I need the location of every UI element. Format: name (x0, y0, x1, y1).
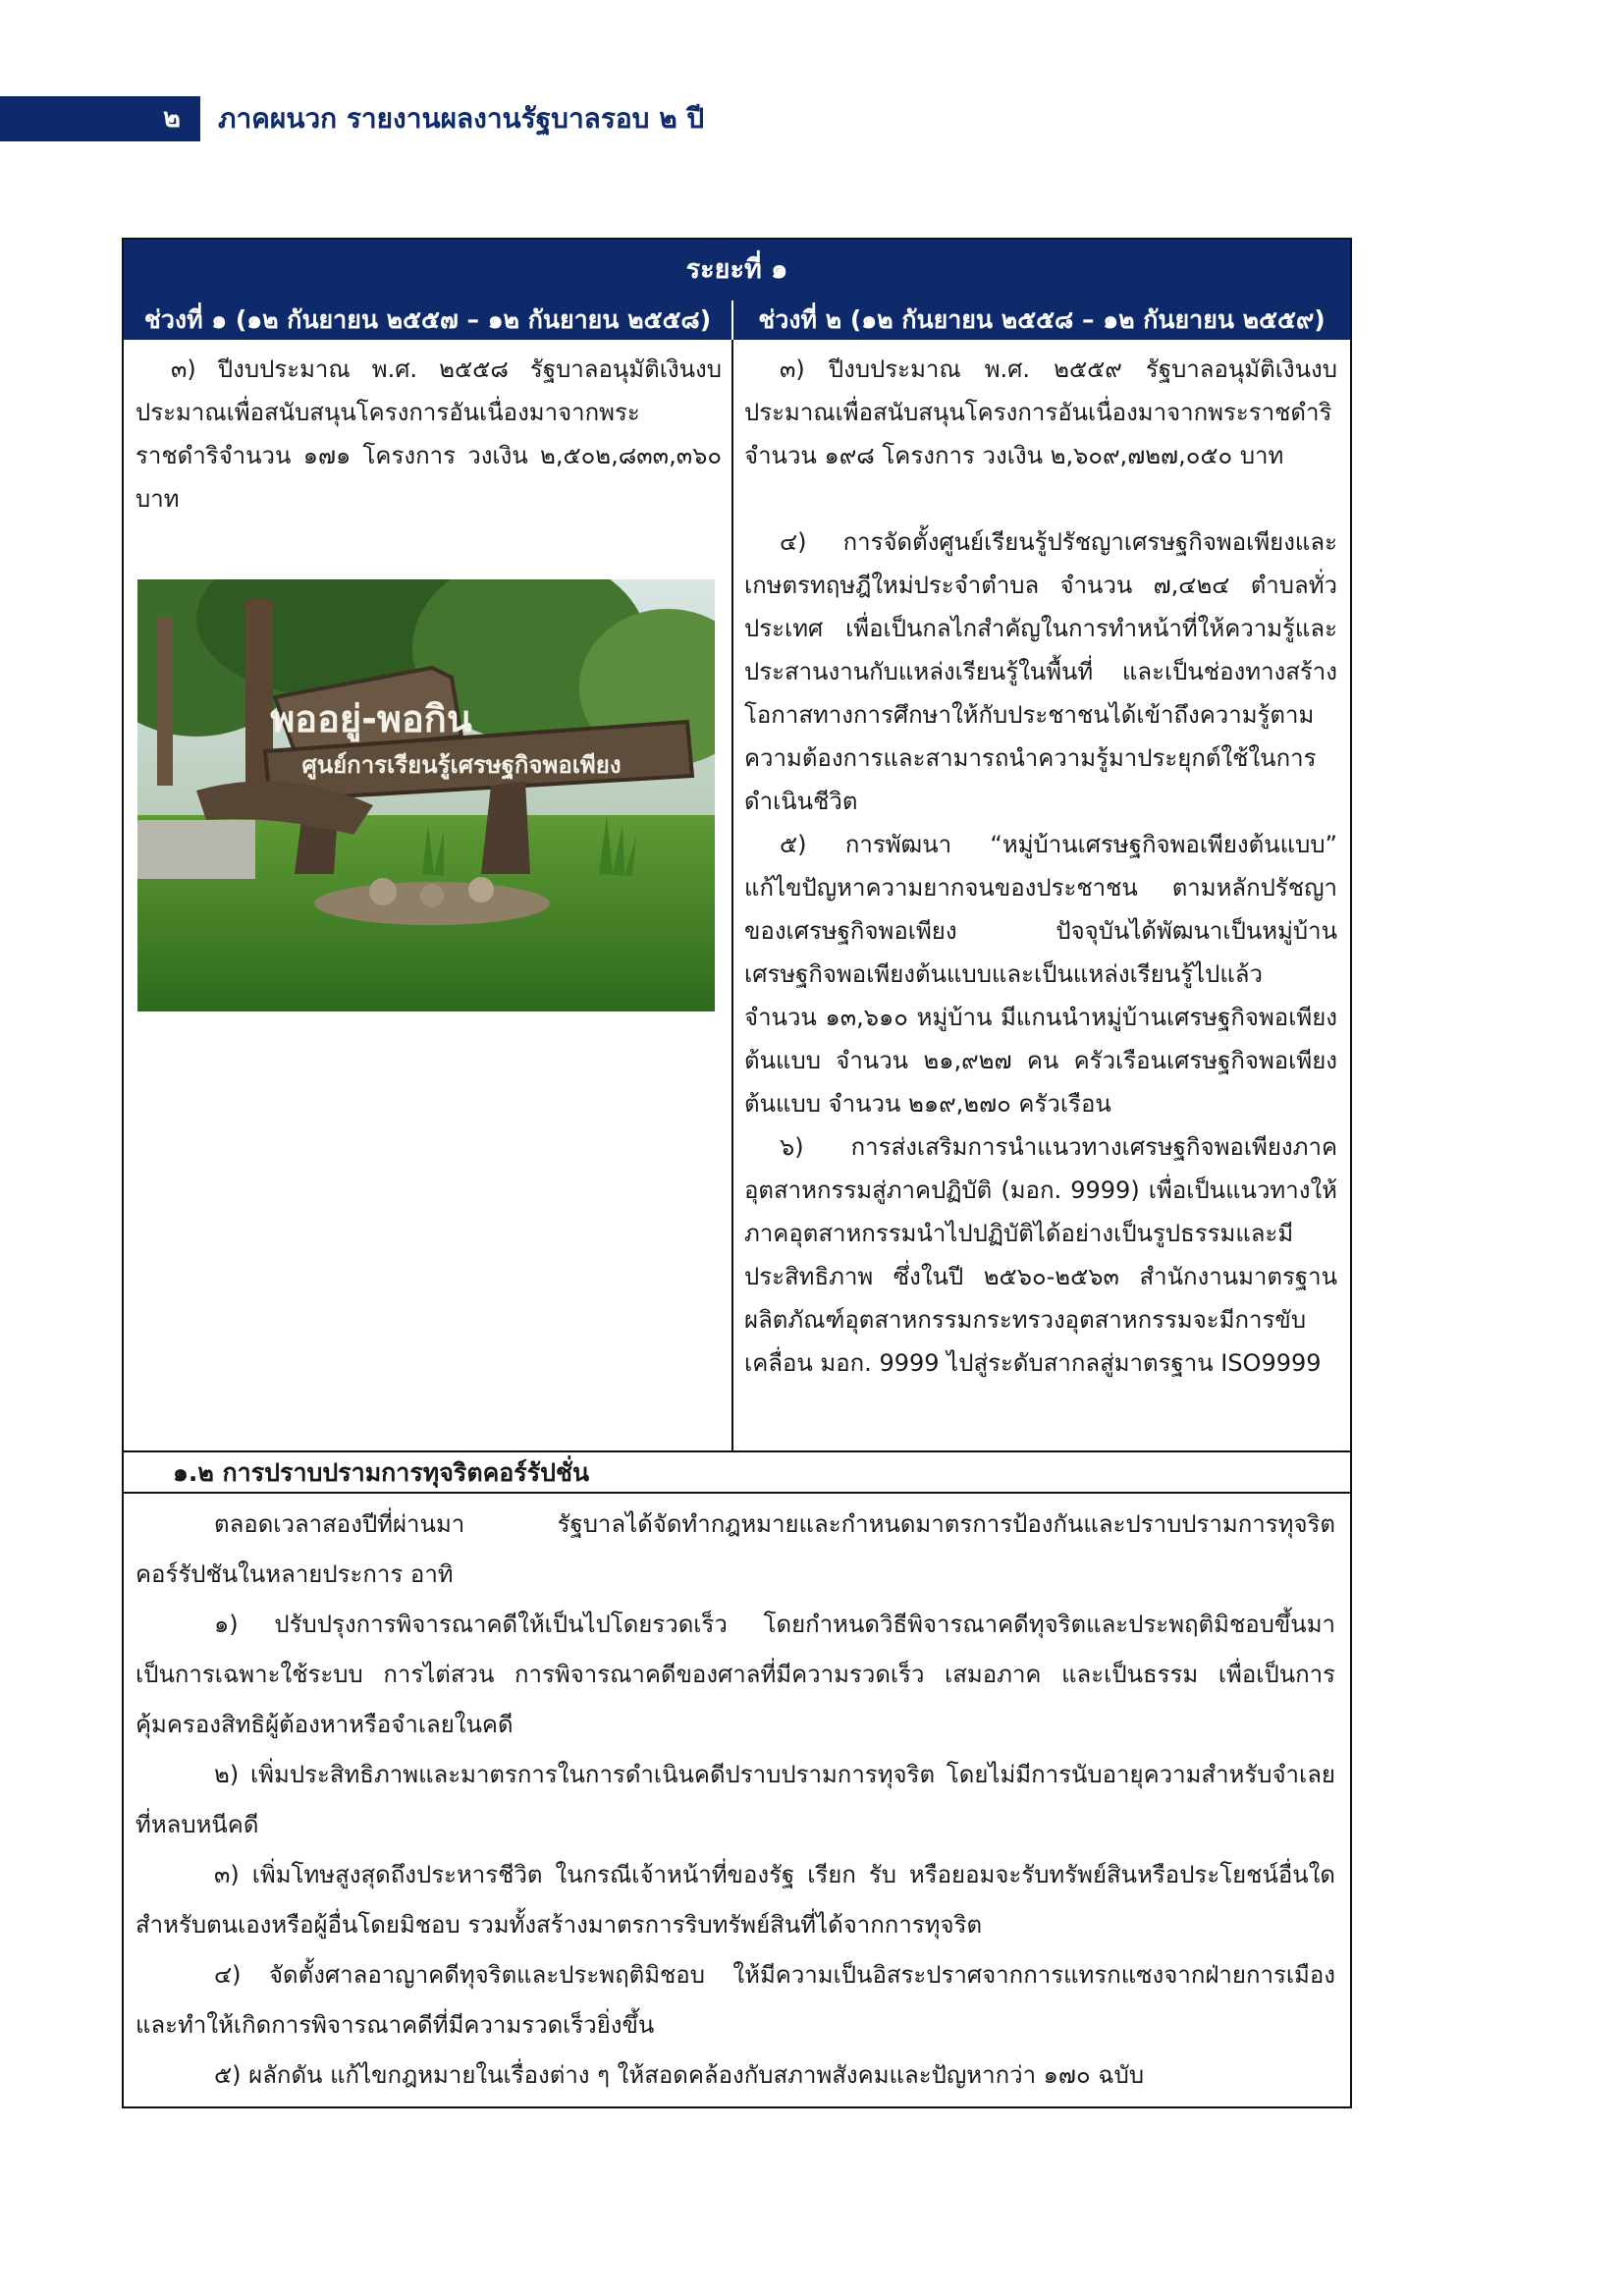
section-title: ๑.๒ การปราบปรามการทุจริตคอร์รัปชั่น (173, 1458, 590, 1487)
sign-line-1-text: พออยู่-พอกิน (270, 697, 472, 740)
column-header-period-1: ช่วงที่ ๑ (๑๒ กันยายน ๒๕๕๗ – ๑๒ กันยายน ๒๕๕๘) (124, 301, 733, 340)
section-paragraph: ๔) จัดตั้งศาลอาญาคดีทุจริตและประพฤติมิชอบ ให้มีความเป็นอิสระปราศจากการแทรกแซงจากฝ่ายการเมืองและทำให้เกิดการพิจารณาคดีที่มีความรวดเร็วยิ่งขึ้น (135, 1961, 1335, 2039)
section-paragraph: ตลอดเวลาสองปีที่ผ่านมา รัฐบาลได้จัดทำกฎหมายและกำหนดมาตรการป้องกันและปราบปรามการทุจริตคอร์รัปชันในหลายประการ อาทิ (135, 1510, 1335, 1588)
left-paragraph: ๓) ปีงบประมาณ พ.ศ. ๒๕๕๘ รัฐบาลอนุมัติเงินงบประมาณเพื่อสนับสนุนโครงการอันเนื่องมาจากพระราชดำริจำนวน ๑๗๑ โครงการ วงเงิน ๒,๕๐๒,๘๓๓,๓๖๐ บาท (135, 355, 722, 513)
column-header-period-2: ช่วงที่ ๒ (๑๒ กันยายน ๒๕๕๘ – ๑๒ กันยายน ๒๕๕๙) (733, 301, 1350, 340)
column-divider (731, 340, 733, 1450)
section-header (124, 1452, 1350, 1494)
section-paragraph: ๑) ปรับปรุงการพิจารณาคดีให้เป็นไปโดยรวดเร็ว โดยกำหนดวิธีพิจารณาคดีทุจริตและประพฤติมิชอบขึ้นมาเป็นการเฉพาะใช้ระบบ การไต่สวน การพิจารณาคดีของศาลที่มีความรวดเร็ว เสมอภาค และเป็นธรรม เพื่อเป็นการคุ้มครองสิทธิผู้ต้องหาหรือจำเลยในคดี (135, 1611, 1335, 1738)
right-paragraph: ๖) การส่งเสริมการนำแนวทางเศรษฐกิจพอเพียงภาคอุตสาหกรรมสู่ภาคปฏิบัติ (มอก. 9999) เพื่อเป็นแนวทางให้ภาคอุตสาหกรรมนำไปปฏิบัติได้อย่างเป็นรูปธรรมและมีประสิทธิภาพ ซึ่งในปี ๒๕๖๐-๒๕๖๓ สำนักงานมาตรฐานผลิตภัณฑ์อุตสาหกรรมกระทรวงอุตสาหกรรมจะมีการขับเคลื่อน มอก. 9999 ไปสู่ระดับสากลสู่มาตรฐาน ISO9999 (744, 1133, 1337, 1377)
right-column-text (744, 348, 1337, 1385)
section-paragraph: ๕) ผลักดัน แก้ไขกฎหมายในเรื่องต่าง ๆ ให้สอดคล้องกับสภาพสังคมและปัญหากว่า ๑๗๐ ฉบับ (214, 2061, 1145, 2089)
table-title: ระยะที่ ๑ (124, 240, 1350, 301)
learning-center-sign-photo (137, 579, 715, 1011)
anti-corruption-section (122, 1452, 1352, 2108)
page-number: ๒ (163, 103, 181, 134)
section-paragraph: ๒) เพิ่มประสิทธิภาพและมาตรการในการดำเนินคดีปราบปรามการทุจริต โดยไม่มีการนับอายุความสำหรับจำเลยที่หลบหนีคดี (135, 1761, 1335, 1838)
right-paragraph: ๕) การพัฒนา “หมู่บ้านเศรษฐกิจพอเพียงต้นแบบ” แก้ไขปัญหาความยากจนของประชาชน ตามหลักปรัชญาของเศรษฐกิจพอเพียง ปัจจุบันได้พัฒนาเป็นหมู่บ้านเศรษฐกิจพอเพียงต้นแบบและเป็นแหล่งเรียนรู้ไปแล้ว จำนวน ๑๓,๖๑๐ หมู่บ้าน มีแกนนำหมู่บ้านเศรษฐกิจพอเพียงต้นแบบ จำนวน ๒๑,๙๒๗ คน ครัวเรือนเศรษฐกิจพอเพียงต้นแบบ จำนวน ๒๑๙,๒๗๐ ครัวเรือน (744, 831, 1337, 1118)
left-column-text (135, 348, 722, 520)
right-paragraph: ๔) การจัดตั้งศูนย์เรียนรู้ปรัชญาเศรษฐกิจพอเพียงและเกษตรทฤษฎีใหม่ประจำตำบล จำนวน ๗,๔๒๔ ตำบลทั่วประเทศ เพื่อเป็นกลไกสำคัญในการทำหน้าที่ให้ความรู้และประสานงานกับแหล่งเรียนรู้ในพื้นที่ และเป็นช่องทางสร้างโอกาสทางการศึกษาให้กับประชาชนได้เข้าถึงความรู้ตามความต้องการและสามารถนำความรู้มาประยุกต์ใช้ในการดำเนินชีวิต (744, 528, 1337, 815)
sign-line-2-text: ศูนย์การเรียนรู้เศรษฐกิจพอเพียง (301, 751, 622, 779)
page-header-title: ภาคผนวก รายงานผลงานรัฐบาลรอบ ๒ ปี (218, 102, 705, 135)
section-paragraph: ๓) เพิ่มโทษสูงสุดถึงประหารชีวิต ในกรณีเจ้าหน้าที่ของรัฐ เรียก รับ หรือยอมจะรับทรัพย์สินหรือประโยชน์อื่นใดสำหรับตนเองหรือผู้อื่นโดยมิชอบ รวมทั้งสร้างมาตรการริบทรัพย์สินที่ได้จากการทุจริต (135, 1861, 1335, 1939)
right-paragraph: ๓) ปีงบประมาณ พ.ศ. ๒๕๕๙ รัฐบาลอนุมัติเงินงบประมาณเพื่อสนับสนุนโครงการอันเนื่องมาจากพระราชดำริ จำนวน ๑๙๘ โครงการ วงเงิน ๒,๖๐๙,๗๒๗,๐๕๐ บาท (744, 355, 1337, 469)
section-body (135, 1500, 1335, 2101)
